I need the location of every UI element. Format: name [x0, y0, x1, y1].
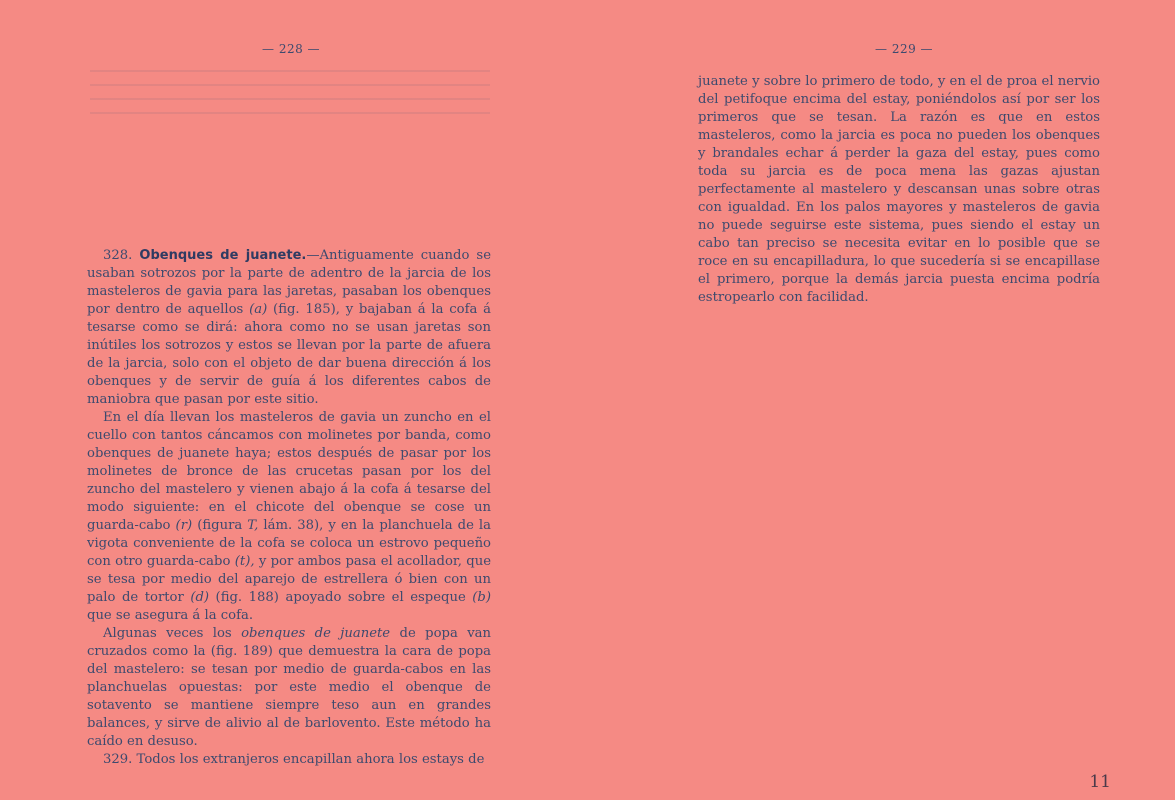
text-run: lám. 38), y en la planchuela de la vigota conveniente de la cofa se coloca un estrovo pequeño con otro guarda-cabo — [87, 518, 491, 569]
italic-ref: T, — [247, 518, 259, 533]
section-heading: Obenques de juanete. — [139, 248, 307, 263]
paragraph-328 — [87, 247, 491, 409]
sheet-number: 11 — [1089, 772, 1111, 792]
right-page — [590, 0, 1175, 800]
text-run: y por ambos pasa el acollador, que se tesa por medio del aparejo de estrellera ó bien con un palo de tortor — [87, 554, 491, 605]
text-run: (fig. 188) apoyado sobre el espeque — [209, 590, 473, 605]
section-number: 328. — [103, 248, 133, 263]
italic-ref: (b) — [472, 590, 491, 605]
text-run: (figura — [192, 518, 248, 533]
text-run: —Antiguamente cuando se usaban sotrozos por la parte de adentro de la jarcia de los masteleros de gavia para las jaretas, pasaban los obenques por dentro de aquellos — [87, 248, 491, 317]
text-run: que se asegura á la cofa. — [87, 608, 254, 623]
show-through-text — [90, 70, 490, 120]
right-page-body — [698, 73, 1100, 307]
text-run: (fig. 185), y bajaban á la cofa á tesarse como se dirá: ahora como no se usan jaretas son inútiles los sotrozos y estos se llevan por la parte de afuera de la jarcia, solo con el objeto de dar buena dirección á los obenques y de servir de guía á los diferentes cabos de maniobra que pasan por este sitio. — [87, 302, 491, 407]
page-number-left: — 228 — — [262, 42, 321, 56]
paragraph-zuncho — [87, 409, 491, 625]
text-run: Algunas veces los — [103, 626, 242, 641]
text-run: de popa van cruzados como la (fig. 189) que demuestra la cara de popa del mastelero: se tesan por medio de guarda-cabos en las planchuelas opuestas: por este medio el obenque de sotavento se mantiene siempre teso aun en grandes balances, y sirve de alivio al de barlovento. Este método ha caído en desuso. — [87, 626, 491, 749]
italic-ref: (r) — [175, 518, 193, 533]
paragraph-continuation: juanete y sobre lo primero de todo, y en el de proa el nervio del petifoque encima del estay, poniéndolos así por ser los primeros que se tesan. La razón es que en estos masteleros, como la jarcia es poca no pueden los obenques y brandales echar á perder la gaza del estay, pues como toda su jarcia es de poca mena las gazas ajustan perfectamente al mastelero y descansan unas sobre otras con igualdad. En los palos mayores y masteleros de gavia no puede seguirse este sistema, pues siendo el estay un cabo tan preciso se necesita evitar en lo posible que se roce en su encapilladura, lo que sucedería si se encapillase el primero, porque la demás jarcia puesta encima podría estropearlo con facilidad. — [698, 74, 1100, 305]
page-number-right: — 229 — — [875, 42, 934, 56]
italic-ref: (a) — [249, 302, 268, 317]
italic-ref: (d) — [190, 590, 210, 605]
italic-ref: (t), — [234, 554, 255, 569]
paragraph-cruzados — [87, 625, 491, 751]
paragraph-329: 329. Todos los extranjeros encapillan ahora los estays de — [103, 752, 485, 767]
text-run: En el día llevan los masteleros de gavia un zuncho en el cuello con tantos cáncamos con molinetes por banda, como obenques de juanete haya; estos después de pasar por los molinetes de bronce de las crucetas pasan por los del zuncho del mastelero y vienen abajo á la cofa á tesarse del modo siguiente: en el chicote del obenque se cose un guarda-cabo — [87, 410, 491, 533]
left-page-body — [87, 247, 491, 769]
italic-term: obenques de juanete — [241, 626, 391, 641]
